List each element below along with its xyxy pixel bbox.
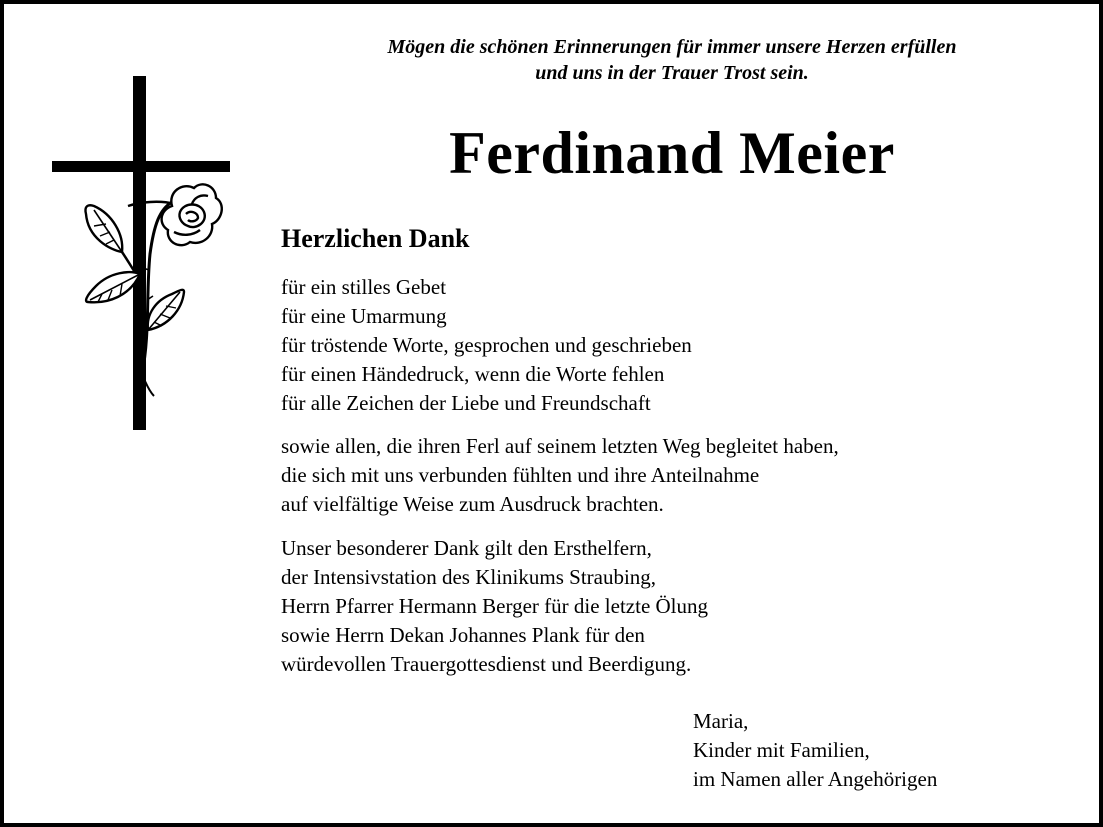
paragraph-line: auf vielfältige Weise zum Ausdruck brachten. (281, 492, 664, 516)
thanks-heading: Herzlichen Dank (281, 224, 470, 253)
motto-line-1: Mögen die schönen Erinnerungen für immer unsere Herzen erfüllen (387, 36, 957, 58)
paragraph-line: die sich mit uns verbunden fühlten und ihre Anteilnahme (281, 463, 760, 487)
list-item: für einen Händedruck, wenn die Worte fehlen (281, 362, 665, 386)
motto (300, 34, 1044, 86)
paragraph-line: sowie Herrn Dekan Johannes Plank für den (281, 623, 645, 647)
signature-line: Maria, (693, 709, 749, 733)
signature (693, 707, 937, 794)
paragraph-line: würdevollen Trauergottesdienst und Beerdigung. (281, 652, 692, 676)
paragraph-line: der Intensivstation des Klinikums Straubing, (281, 565, 657, 589)
paragraph-line: sowie allen, die ihren Ferl auf seinem letzten Weg begleitet haben, (281, 434, 839, 458)
cross-with-rose-icon (50, 74, 232, 432)
paragraph-line: Herrn Pfarrer Hermann Berger für die letzte Ölung (281, 594, 709, 618)
list-item: für ein stilles Gebet (281, 275, 447, 299)
thanks-list (281, 273, 692, 418)
motto-line-2: und uns in der Trauer Trost sein. (535, 62, 809, 84)
list-item: für tröstende Worte, gesprochen und geschrieben (281, 333, 692, 357)
paragraph-line: Unser besonderer Dank gilt den Ersthelfern, (281, 536, 652, 560)
deceased-name: Ferdinand Meier (449, 120, 895, 186)
paragraph-special-thanks (281, 534, 708, 679)
paragraph-attendees (281, 432, 839, 519)
signature-line: im Namen aller Angehörigen (693, 767, 938, 791)
signature-line: Kinder mit Familien, (693, 738, 870, 762)
list-item: für alle Zeichen der Liebe und Freundschaft (281, 391, 651, 415)
list-item: für eine Umarmung (281, 304, 447, 328)
